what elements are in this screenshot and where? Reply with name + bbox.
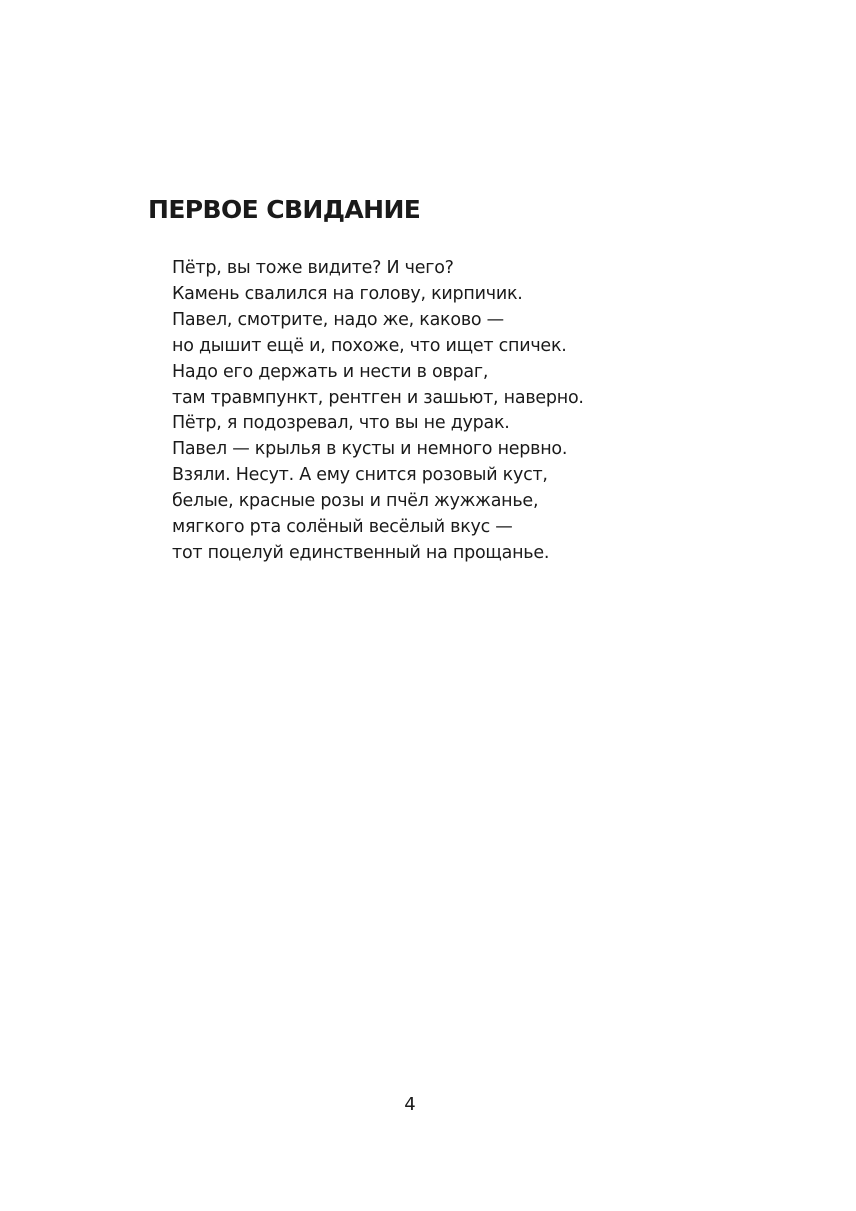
poem-line: там травмпункт, рентген и зашьют, наверно. [172, 387, 584, 408]
poem-body [172, 256, 584, 567]
poem-line: но дышит ещё и, похоже, что ищет спичек. [172, 335, 567, 356]
poem-line: тот поцелуй единственный на прощанье. [172, 542, 550, 563]
poem-line: Павел — крылья в кусты и немного нервно. [172, 439, 568, 460]
poem-line: Камень свалился на голову, кирпичик. [172, 283, 523, 304]
poem-line: Взяли. Несут. А ему снится розовый куст, [172, 465, 548, 486]
page-number: 4 [404, 1094, 416, 1115]
poem-line: мягкого рта солёный весёлый вкус — [172, 517, 513, 538]
poem-line: белые, красные розы и пчёл жужжанье, [172, 491, 539, 512]
poem-title: ПЕРВОЕ СВИДАНИЕ [148, 195, 421, 224]
poem-line: Павел, смотрите, надо же, каково — [172, 309, 504, 330]
poem-line: Пётр, вы тоже видите? И чего? [172, 258, 454, 278]
poem-line: Пётр, я подозревал, что вы не дурак. [172, 413, 510, 434]
poem-line: Надо его держать и нести в овраг, [172, 361, 489, 382]
